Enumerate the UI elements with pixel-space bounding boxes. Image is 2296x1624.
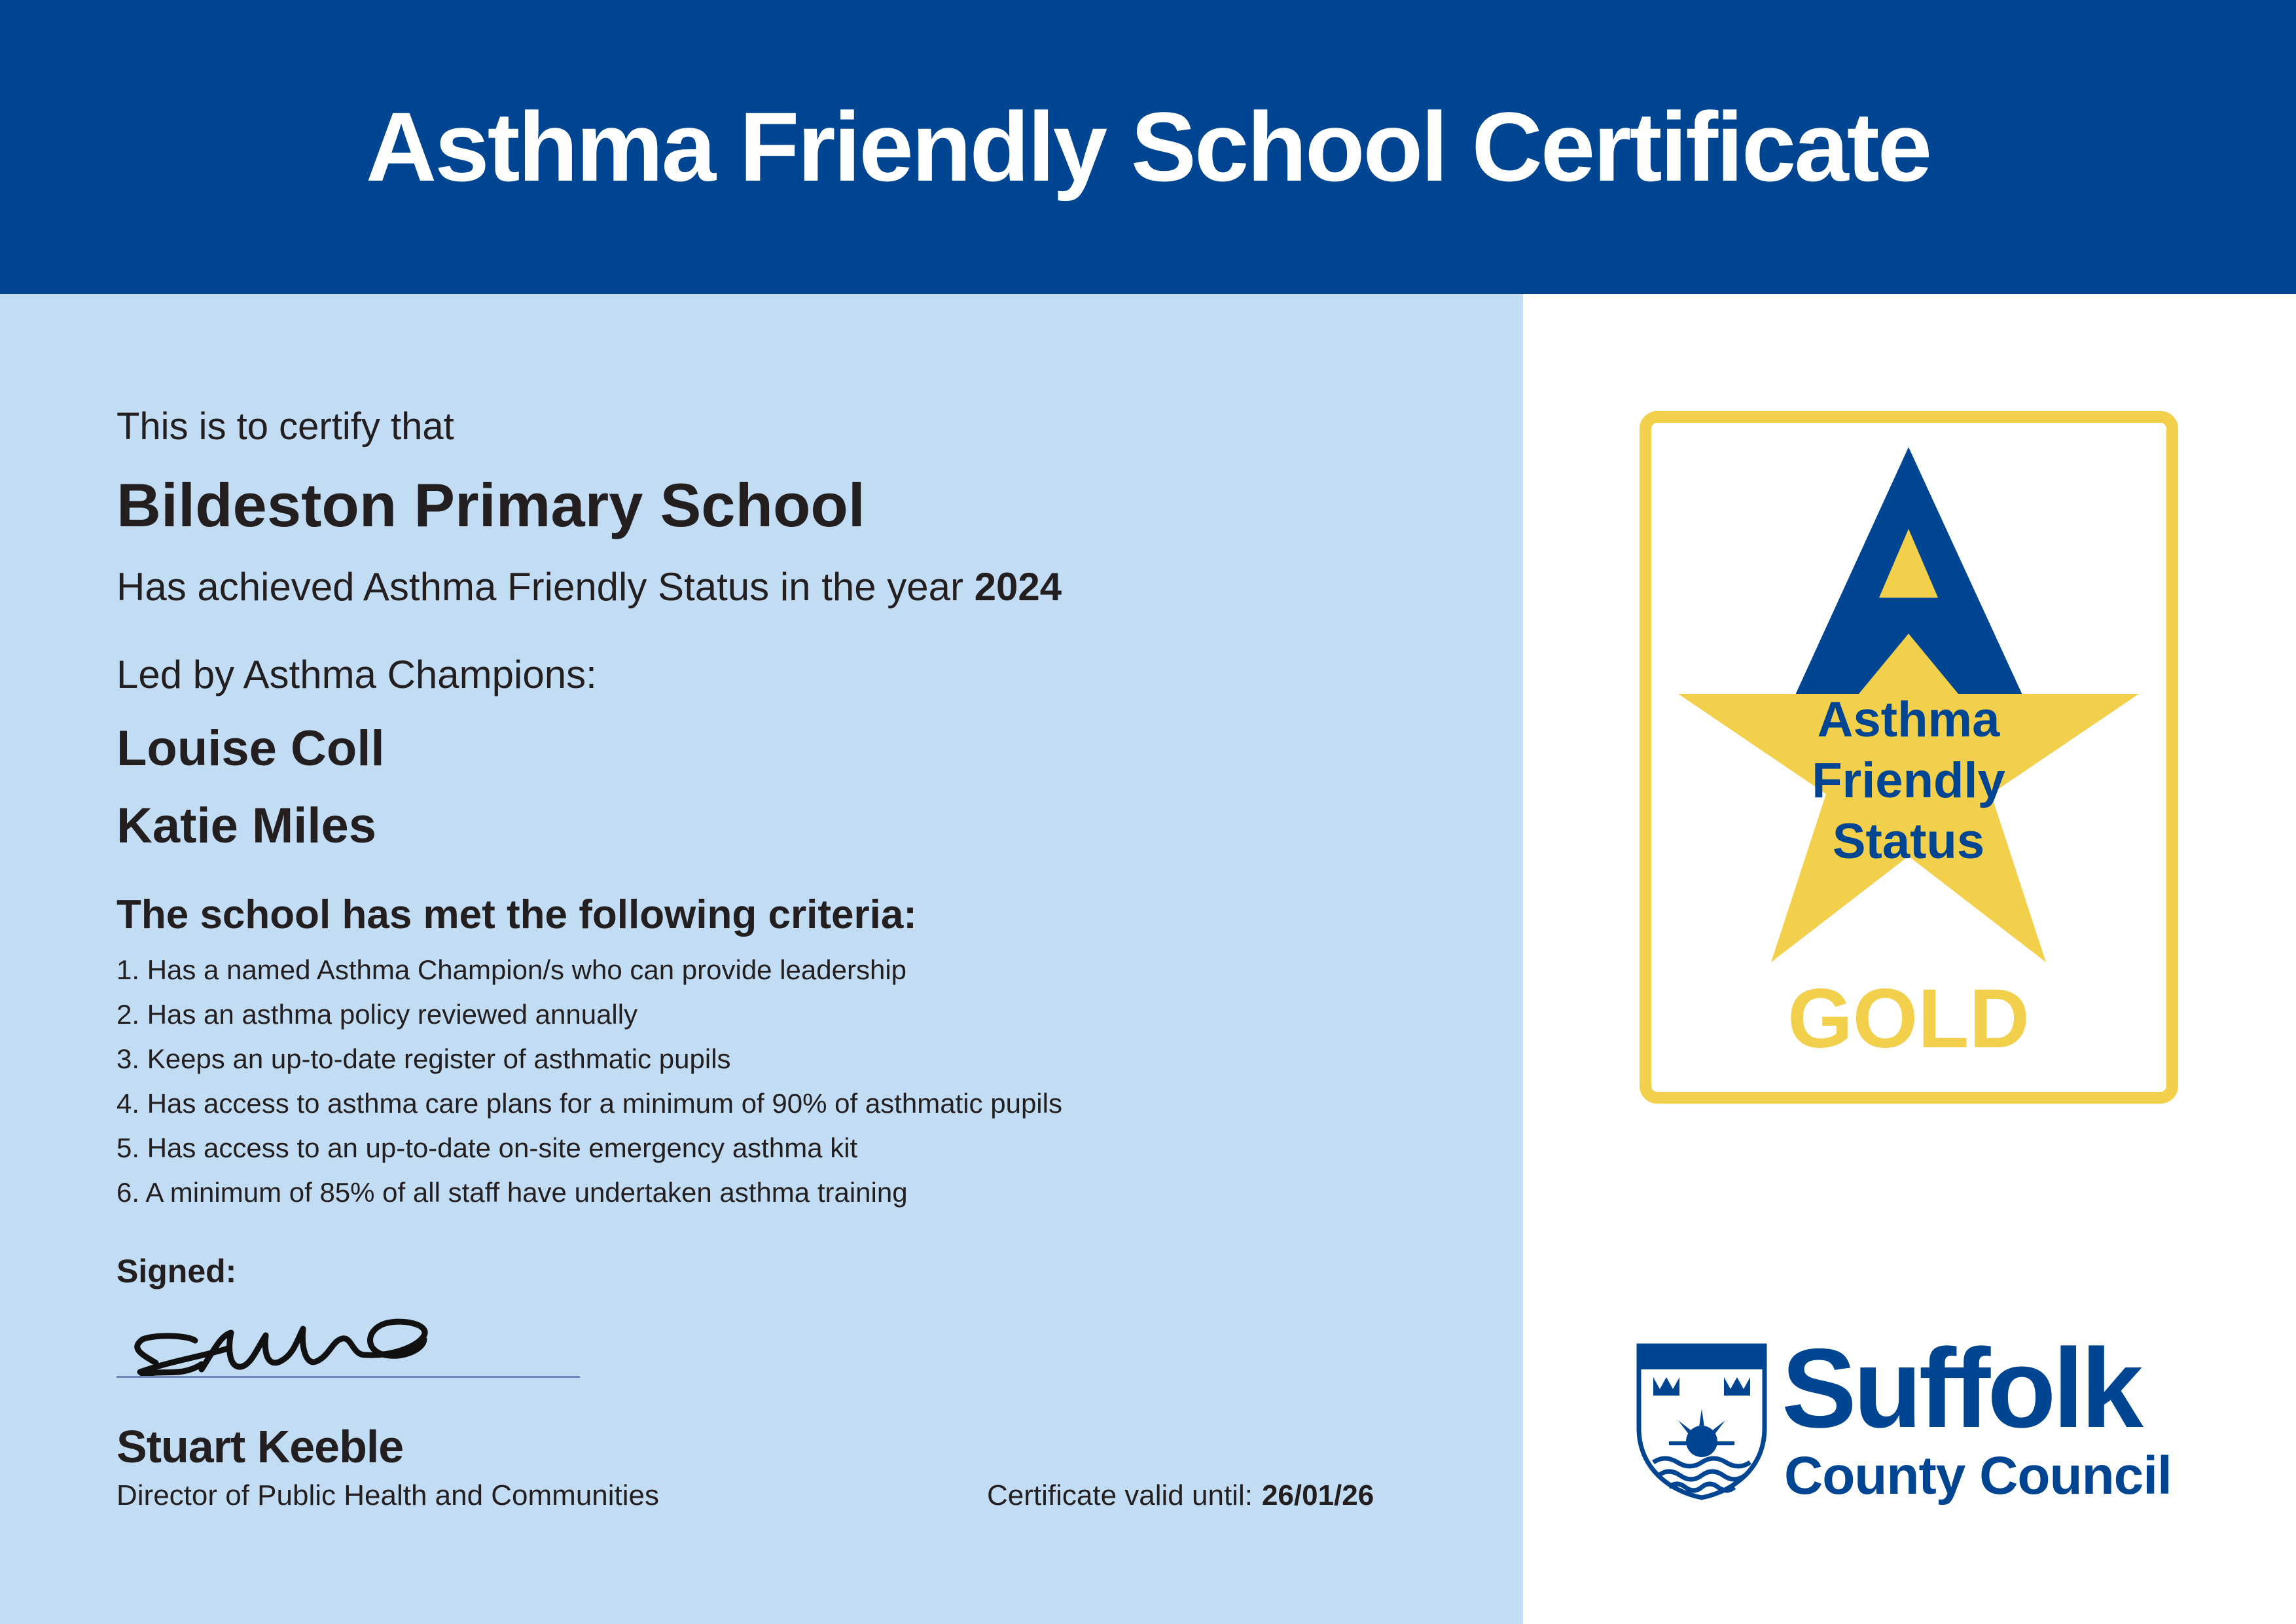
criteria-item: 5. Has access to an up-to-date on-site emergency asthma kit [117,1132,858,1163]
badge-level: GOLD [1787,972,2030,1066]
criteria-item: 1. Has a named Asthma Champion/s who can provide leadership [117,954,907,985]
asthma-friendly-gold-badge [1640,411,2178,1104]
certificate-header [0,0,2296,294]
valid-label: Certificate valid until: [987,1479,1253,1511]
school-name: Bildeston Primary School [117,471,865,539]
signature [117,1309,431,1394]
certificate-title: Asthma Friendly School Certificate [365,92,1931,202]
champion-name: Louise Coll [117,721,385,776]
signer-role: Director of Public Health and Communities [117,1479,660,1511]
criteria-item: 4. Has access to asthma care plans for a minimum of 90% of asthmatic pupils [117,1088,1062,1119]
achievement-statement [117,564,1062,609]
criteria-list [117,948,1062,1215]
achieved-text: Has achieved Asthma Friendly Status in the year [117,565,963,609]
valid-date: 26/01/26 [1261,1479,1374,1511]
signature-line [117,1376,580,1378]
logo-subtitle: County Council [1784,1446,2172,1506]
certify-text: This is to certify that [117,405,454,448]
badge-line2: Friendly [1812,753,2005,808]
logo-name: Suffolk [1782,1326,2140,1451]
led-by-text: Led by Asthma Champions: [117,653,597,696]
criteria-item: 2. Has an asthma policy reviewed annually [117,999,638,1030]
signed-label: Signed: [117,1253,237,1290]
badge-line3: Status [1832,814,1985,869]
suffolk-county-council-logo [1636,1326,2212,1506]
council-crest-icon [1636,1343,1767,1500]
criteria-item: 6. A minimum of 85% of all staff have undertaken asthma training [117,1177,908,1208]
badge-line1: Asthma [1817,692,2000,748]
signer-name: Stuart Keeble [117,1421,404,1472]
validity-statement [987,1479,1374,1512]
criteria-item: 3. Keeps an up-to-date register of asthmatic pupils [117,1043,731,1074]
achievement-year: 2024 [974,565,1062,609]
criteria-heading: The school has met the following criteria: [117,892,917,937]
champion-name: Katie Miles [117,798,377,854]
